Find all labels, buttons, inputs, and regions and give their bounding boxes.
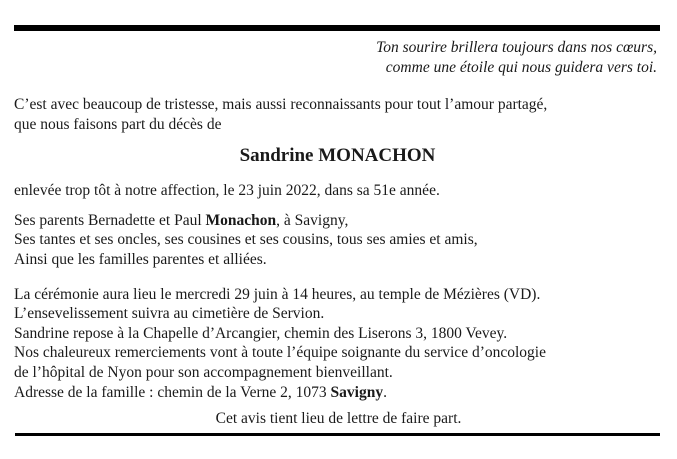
ceremony-line-1: La cérémonie aura lieu le mercredi 29 juin à 14 heures, au temple de Mézières (VD). (14, 285, 541, 303)
ceremony-line-2: L’ensevelissement suivra au cimetière de Servion. (14, 305, 325, 323)
closing-line: Cet avis tient lieu de lettre de faire part. (215, 410, 462, 428)
quote-line-2: comme une étoile qui nous guidera vers toi. (385, 58, 657, 76)
intro-paragraph (14, 95, 661, 134)
ceremony-line-6 (14, 383, 661, 403)
family-line-1-suffix: , à Savigny, (276, 211, 349, 229)
memorial-quote (0, 38, 657, 77)
ceremony-line-4: Nos chaleureux remerciements vont à toute l’équipe soignante du service d’oncologie (14, 344, 546, 362)
family-line-3: Ainsi que les familles parentes et alliées. (14, 250, 267, 268)
quote-line-1: Ton sourire brillera toujours dans nos cœurs, (376, 39, 657, 56)
address-town-bold: Savigny (330, 383, 384, 401)
death-date-line: enlevée trop tôt à notre affection, le 23 juin 2022, dans sa 51e année. (14, 182, 440, 200)
address-prefix: Adresse de la famille : chemin de la Verne 2, 1073 (14, 383, 331, 401)
family-name-bold: Monachon (205, 211, 277, 229)
ceremony-paragraph (14, 285, 661, 403)
family-line-2: Ses tantes et ses oncles, ses cousines et ses cousins, tous ses amies et amis, (14, 231, 478, 249)
top-rule (14, 25, 660, 31)
intro-line-2: que nous faisons part du décès de (14, 115, 222, 133)
family-line-1-prefix: Ses parents Bernadette et Paul (14, 211, 206, 229)
intro-line-1: C’est avec beaucoup de tristesse, mais aussi reconnaissants pour tout l’amour partagé, (14, 96, 548, 113)
ceremony-line-5: de l’hôpital de Nyon pour son accompagnement bienveillant. (14, 363, 393, 381)
ceremony-line-3: Sandrine repose à la Chapelle d’Arcangier, chemin des Liserons 3, 1800 Vevey. (14, 324, 508, 342)
family-paragraph (14, 211, 661, 270)
family-line-1 (14, 211, 661, 231)
address-suffix: . (383, 383, 387, 401)
deceased-name: Sandrine MONACHON (239, 145, 436, 167)
bottom-rule (15, 433, 660, 436)
